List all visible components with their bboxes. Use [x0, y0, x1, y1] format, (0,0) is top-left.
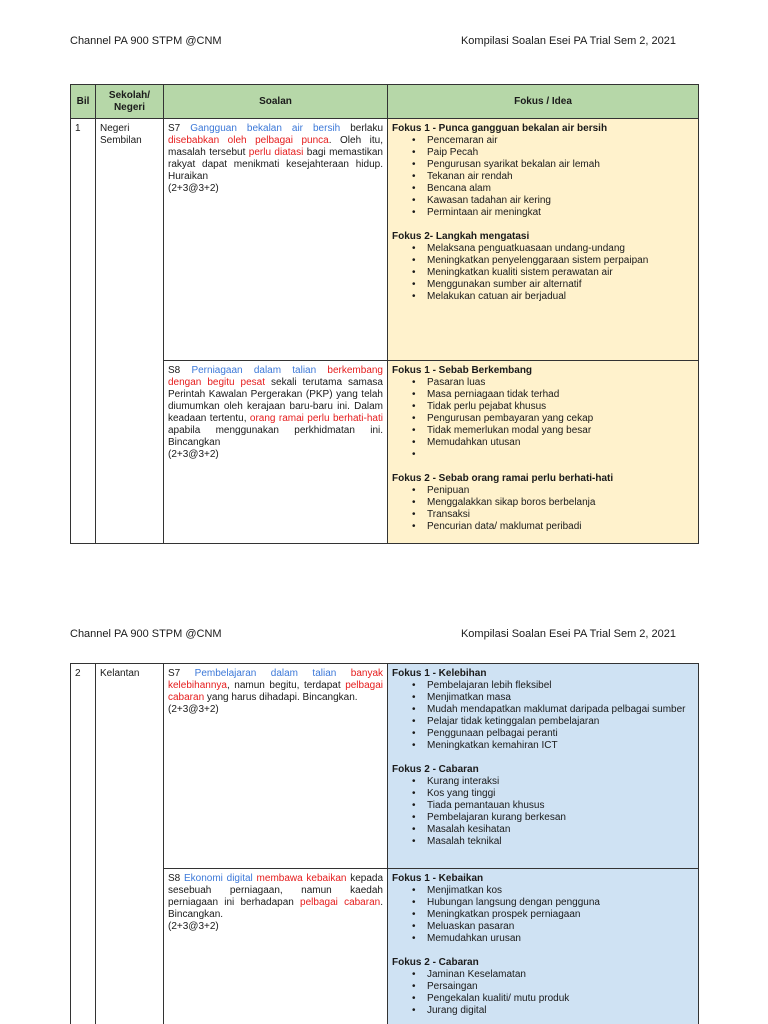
list-item: • Masalah teknikal — [392, 836, 694, 848]
focus-spacer — [392, 219, 694, 231]
focus-list — [392, 135, 694, 219]
page-break — [0, 560, 768, 600]
col-header-bil: Bil — [71, 85, 96, 119]
focus-cell — [388, 361, 699, 544]
bil-cell: 1 — [71, 119, 96, 544]
focus-heading: Fokus 1 - Punca gangguan bekalan air bersih — [392, 123, 608, 134]
question-fragment: yang harus dihadapi. Bincangkan. — [204, 692, 358, 703]
list-item: • Hubungan langsung dengan pengguna — [392, 897, 694, 909]
list-item: • Pembelajaran kurang berkesan — [392, 812, 694, 824]
question-topic: Perniagaan dalam talian — [191, 365, 317, 376]
question-keyword: pelbagai cabaran — [300, 897, 381, 908]
focus-list — [392, 885, 694, 945]
list-item: • Masalah kesihatan — [392, 824, 694, 836]
focus-heading: Fokus 1 - Kelebihan — [392, 668, 487, 679]
list-item: • Jurang digital — [392, 1005, 694, 1017]
question-keyword: berkembang dengan begitu pesat — [168, 365, 383, 388]
header-left: Channel PA 900 STPM @CNM — [70, 628, 222, 640]
question-marks: (2+3@3+2) — [168, 704, 219, 715]
focus-heading: Fokus 2 - Cabaran — [392, 957, 479, 968]
question-fragment — [316, 365, 327, 376]
list-item: • Pencemaran air — [392, 135, 694, 147]
focus-list — [392, 377, 694, 461]
question-topic: Gangguan bekalan air bersih — [190, 123, 341, 134]
focus-heading: Fokus 1 - Kebaikan — [392, 873, 484, 884]
question-keyword: perlu diatasi — [248, 147, 304, 158]
question-keyword: membawa kebaikan — [256, 873, 347, 884]
list-item: • Tekanan air rendah — [392, 171, 694, 183]
list-item: • Pengurusan syarikat bekalan air lemah — [392, 159, 694, 171]
col-header-fokus: Fokus / Idea — [388, 85, 699, 119]
question-text — [168, 668, 383, 704]
question-marks: (2+3@3+2) — [168, 921, 219, 932]
question-text — [168, 873, 383, 921]
question-cell — [164, 361, 388, 544]
focus-list — [392, 969, 694, 1017]
question-fragment: sekali terutama samasa Perintah Kawalan Pergerakan (PKP) yang telah diumumkan oleh kerajaan baru-baru ini. Dalam keadaan tertentu, — [168, 377, 383, 424]
question-fragment: S7 — [168, 123, 191, 134]
col-header-sekolah-line2: Negeri — [113, 101, 146, 113]
list-item: • Bencana alam — [392, 183, 694, 195]
table-header-row — [71, 85, 699, 119]
list-item: • Kawasan tadahan air kering — [392, 195, 694, 207]
question-text — [168, 365, 383, 449]
document-page-2 — [0, 600, 768, 1024]
table-row — [71, 664, 699, 869]
focus-spacer — [392, 752, 694, 764]
focus-cell — [388, 869, 699, 1024]
focus-cell — [388, 119, 699, 361]
list-item: • Pengurusan pembayaran yang cekap — [392, 413, 694, 425]
question-fragment: S7 — [168, 668, 195, 679]
list-item: • Menjimatkan kos — [392, 885, 694, 897]
list-item: • Melaksana penguatkuasaan undang-undang — [392, 243, 694, 255]
question-fragment: S8 — [168, 365, 192, 376]
list-item: • Penggunaan pelbagai peranti — [392, 728, 694, 740]
list-item: • Melakukan catuan air berjadual — [392, 291, 694, 303]
list-item: • Memudahkan urusan — [392, 933, 694, 945]
focus-list — [392, 485, 694, 533]
list-item: • Tidak perlu pejabat khusus — [392, 401, 694, 413]
list-item: • Meningkatkan kemahiran ICT — [392, 740, 694, 752]
list-item: • Pencurian data/ maklumat peribadi — [392, 521, 694, 533]
list-item: • Pelajar tidak ketinggalan pembelajaran — [392, 716, 694, 728]
col-header-sekolah — [96, 85, 164, 119]
list-item: • Meningkatkan prospek perniagaan — [392, 909, 694, 921]
question-fragment: kepada sesebuah perniagaan, namun kaedah perniagaan ini berhadapan — [168, 873, 384, 908]
list-item: • Meningkatkan kualiti sistem perawatan air — [392, 267, 694, 279]
list-item: • Pasaran luas — [392, 377, 694, 389]
question-text — [168, 123, 383, 183]
list-item — [392, 449, 694, 461]
table-row — [71, 869, 699, 1024]
list-item: • Memudahkan utusan — [392, 437, 694, 449]
list-item: • Kurang interaksi — [392, 776, 694, 788]
question-fragment: , namun begitu, terdapat — [226, 680, 346, 691]
focus-spacer — [392, 945, 694, 957]
list-item: • Kos yang tinggi — [392, 788, 694, 800]
question-topic: Ekonomi digital — [183, 873, 253, 884]
list-item: • Menggalakkan sikap boros berbelanja — [392, 497, 694, 509]
question-fragment: bagi memastikan rakyat dapat menikmati kesejahteraan hidup. Huraikan — [168, 147, 383, 182]
list-item: • Menjimatkan masa — [392, 692, 694, 704]
list-item: • Pembelajaran lebih fleksibel — [392, 680, 694, 692]
question-keyword: disebabkan oleh pelbagai punca — [168, 135, 329, 146]
list-item: • Jaminan Keselamatan — [392, 969, 694, 981]
focus-spacer — [392, 461, 694, 473]
list-item: • Pengekalan kualiti/ mutu produk — [392, 993, 694, 1005]
question-cell — [164, 664, 388, 869]
question-keyword: banyak kelebihannya — [168, 668, 384, 691]
col-header-soalan: Soalan — [164, 85, 388, 119]
table-row — [71, 361, 699, 544]
question-keyword: pelbagai cabaran — [168, 680, 383, 703]
bil-cell: 2 — [71, 664, 96, 1024]
question-keyword: orang ramai perlu berhati-hati — [249, 413, 383, 424]
question-fragment: berlaku — [340, 123, 384, 134]
list-item: • Tidak memerlukan modal yang besar — [392, 425, 694, 437]
question-fragment: S8 — [168, 873, 184, 884]
question-topic: Pembelajaran dalam talian — [194, 668, 337, 679]
focus-heading: Fokus 2- Langkah mengatasi — [392, 231, 530, 242]
question-table — [70, 663, 699, 1024]
question-marks: (2+3@3+2) — [168, 449, 219, 460]
list-item: • Mudah mendapatkan maklumat daripada pelbagai sumber — [392, 704, 694, 716]
question-table — [70, 84, 699, 544]
page-header — [70, 35, 676, 47]
negeri-cell: Kelantan — [96, 664, 164, 1024]
table-row — [71, 119, 699, 361]
list-item: • Permintaan air meningkat — [392, 207, 694, 219]
question-fragment: . Oleh itu, masalah tersebut — [168, 135, 383, 158]
question-fragment: . Bincangkan. — [168, 897, 383, 920]
focus-cell — [388, 664, 699, 869]
list-item: • Tiada pemantauan khusus — [392, 800, 694, 812]
header-right: Kompilasi Soalan Esei PA Trial Sem 2, 2021 — [460, 628, 676, 640]
question-cell — [164, 869, 388, 1024]
header-left: Channel PA 900 STPM @CNM — [70, 35, 222, 47]
list-item: • Persaingan — [392, 981, 694, 993]
negeri-cell: Negeri Sembilan — [96, 119, 164, 544]
question-marks: (2+3@3+2) — [168, 183, 219, 194]
list-item: • Penipuan — [392, 485, 694, 497]
focus-list — [392, 680, 694, 752]
list-item: • Meluaskan pasaran — [392, 921, 694, 933]
focus-heading: Fokus 1 - Sebab Berkembang — [392, 365, 533, 376]
focus-list — [392, 243, 694, 303]
question-cell — [164, 119, 388, 361]
header-right: Kompilasi Soalan Esei PA Trial Sem 2, 2021 — [460, 35, 676, 47]
focus-list — [392, 776, 694, 848]
list-item: • Meningkatkan penyelenggaraan sistem perpaipan — [392, 255, 694, 267]
focus-heading: Fokus 2 - Sebab orang ramai perlu berhati-hati — [392, 473, 614, 484]
question-fragment — [336, 668, 350, 679]
page-header — [70, 628, 676, 640]
focus-heading: Fokus 2 - Cabaran — [392, 764, 479, 775]
list-item: • Menggunakan sumber air alternatif — [392, 279, 694, 291]
list-item: • Transaksi — [392, 509, 694, 521]
list-item: • Masa perniagaan tidak terhad — [392, 389, 694, 401]
col-header-sekolah-line1: Sekolah/ — [108, 89, 151, 101]
question-fragment: apabila menggunakan perkhidmatan ini. Bincangkan — [168, 425, 383, 448]
list-item: • Paip Pecah — [392, 147, 694, 159]
